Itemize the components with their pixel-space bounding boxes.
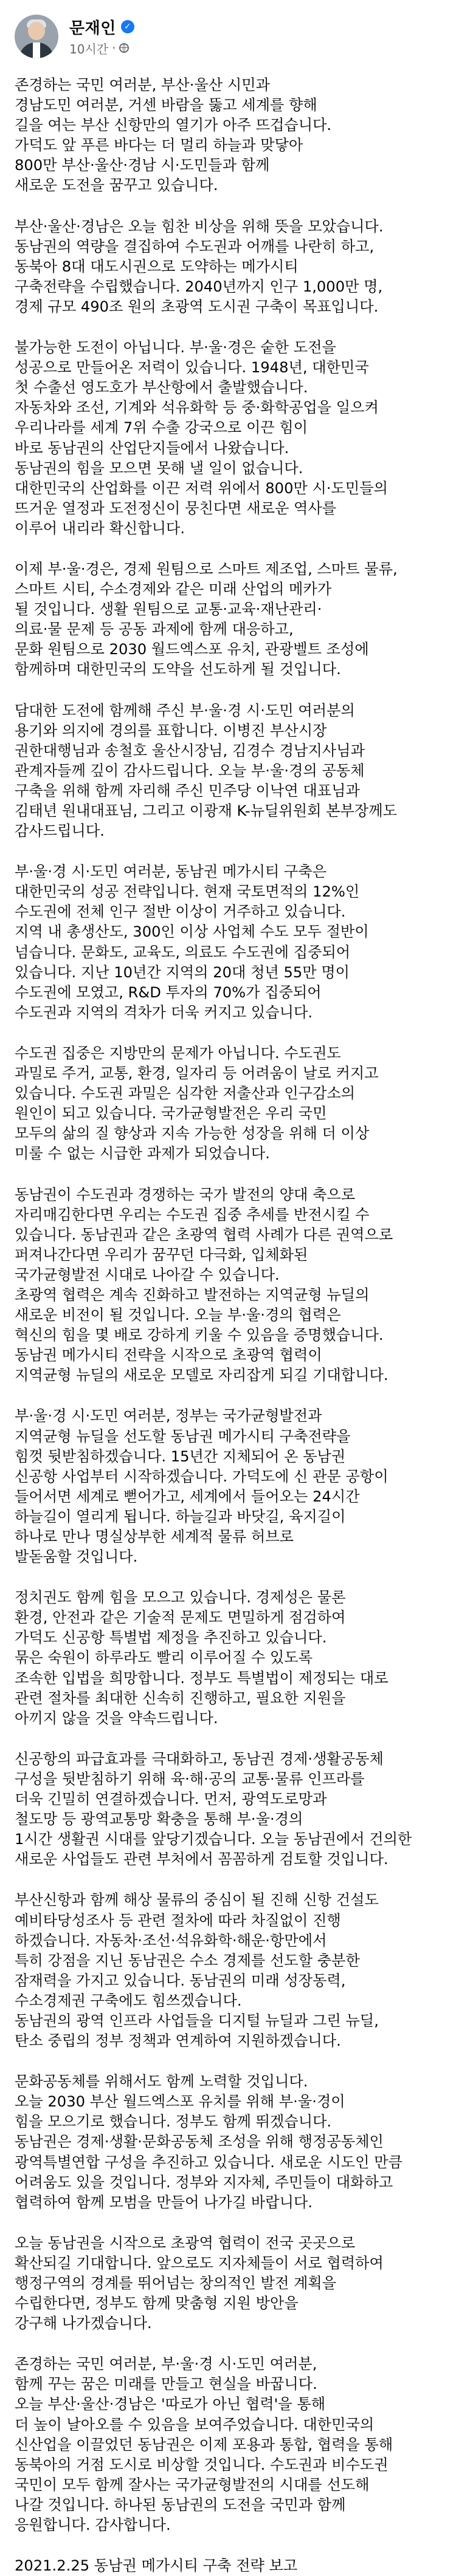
post-text-line: 조속한 입법을 희망합니다. 정부도 특별법이 제정되는 대로 <box>15 1669 389 1687</box>
post-text-line: 구축을 위해 함께 자리해 주신 민주당 이낙연 대표님과 <box>15 782 360 799</box>
post-text-line: 불가능한 도전이 아닙니다. 부·울·경은 숱한 도전을 <box>15 339 336 357</box>
post-text-line: 문화공동체를 위해서도 함께 노력할 것입니다. <box>15 2073 308 2091</box>
post-text-line: 묶은 숙원이 하루라도 빨리 이루어질 수 있도록 <box>15 1649 313 1667</box>
post-text-line: 모두의 삶의 질 향상과 지속 가능한 성장을 위해 더 이상 <box>15 1125 370 1143</box>
post-text-line: 과밀로 주거, 교통, 환경, 일자리 등 어려움이 날로 커지고 <box>15 1065 379 1082</box>
post-paragraph <box>15 1406 441 1567</box>
post-paragraph <box>15 2354 441 2535</box>
post-text-line: 문화 원팀으로 2030 월드엑스포 유치, 관광벨트 조성에 <box>15 641 369 658</box>
post-paragraph <box>15 701 441 842</box>
post-text-line: 오늘 부산·울산·경남은 '따로가 아닌 협력'을 통해 <box>15 2396 326 2413</box>
post-text-line: 힘을 모으기로 했습니다. 정부도 함께 뛰겠습니다. <box>15 2113 332 2131</box>
post-text-line: 가덕도 신공항 특별법 제정을 추진하고 있습니다. <box>15 1629 327 1647</box>
post-text-line: 스마트 시티, 수소경제와 같은 미래 산업의 메카가 <box>15 581 332 598</box>
verified-badge-icon: ✓ <box>121 20 134 33</box>
post-paragraph <box>15 75 441 196</box>
post-text-line: 지역균형 뉴딜을 선도할 동남권 메가시티 구축전략을 <box>15 1427 351 1445</box>
post-text-line: 경제 규모 490조 원의 초광역 도시권 구축이 목표입니다. <box>15 298 379 315</box>
post-text-line: 바로 동남권의 산업단지들에서 나왔습니다. <box>15 439 289 457</box>
post-text-line: 부·울·경 시·도민 여러분, 동남권 메가시티 구축은 <box>15 863 327 881</box>
post-text-line: 행정구역의 경계를 뛰어넘는 창의적인 발전 계획을 <box>15 2275 337 2292</box>
post-text-line: 더욱 긴밀히 연결하겠습니다. 먼저, 광역도로망과 <box>15 1791 327 1808</box>
post-text-line: 수도권과 지역의 격차가 더욱 커지고 있습니다. <box>15 1003 313 1021</box>
author-name[interactable]: 문재인 <box>69 19 116 38</box>
post-text-line: 수립한다면, 정부도 함께 맞춤형 지원 방안을 <box>15 2295 299 2312</box>
author-avatar[interactable] <box>15 15 58 58</box>
post-text-line: 첫 수출선 영도호가 부산항에서 출발했습니다. <box>15 379 308 397</box>
post-text-line: 정치권도 함께 힘을 모으고 있습니다. 경제성은 물론 <box>15 1589 346 1607</box>
post-text-line: 힘껏 뒷받침하겠습니다. 15년간 지체되어 온 동남권 <box>15 1447 346 1465</box>
post-text-line: 강구해 나가겠습니다. <box>15 2315 152 2332</box>
post-text-line: 함께 꾸는 꿈은 미래를 만들고 현실을 바꿉니다. <box>15 2376 317 2393</box>
post-header <box>15 11 441 62</box>
post-text-line: 길을 여는 부산 신항만의 열기가 아주 뜨겁습니다. <box>15 117 332 134</box>
post-text-line: 이루어 내리라 확신합니다. <box>15 519 185 537</box>
post-body <box>15 75 441 2576</box>
post-text-line: 대한민국의 성공 전략입니다. 현재 국토면적의 12%인 <box>15 883 360 901</box>
post-text-line: 특히 강점을 지닌 동남권은 수소 경제를 선도할 충분한 <box>15 1952 360 1969</box>
avatar-face <box>28 22 45 40</box>
post-text-line: 부산신항과 함께 해상 물류의 중심이 될 진해 신항 건설도 <box>15 1891 379 1909</box>
post-text-line: 원인이 되고 있습니다. 국가균형발전은 우리 국민 <box>15 1105 327 1122</box>
post-text-line: 응원합니다. 감사합니다. <box>15 2516 171 2534</box>
post-paragraph <box>15 1588 441 1729</box>
post-paragraph <box>15 217 441 317</box>
post-text-line: 담대한 도전에 함께해 주신 부·울·경 시·도민 여러분의 <box>15 702 355 719</box>
post-text-line: 신공항 사업부터 시작하겠습니다. 가덕도에 신 관문 공항이 <box>15 1467 389 1485</box>
post-text-line: 이제 부·울·경은, 경제 원팀으로 스마트 제조업, 스마트 물류, <box>15 560 398 578</box>
post-text-line: 하겠습니다. 자동차·조선·석유화학·해운·항만에서 <box>15 1932 327 1949</box>
post-text-line: 800만 부산·울산·경남 시·도민들과 함께 <box>15 157 270 174</box>
post-text-line: 경남도민 여러분, 거센 바람을 뚫고 세계를 향해 <box>15 97 317 114</box>
post-text-line: 동남권의 힘을 모으면 못해 낼 일이 없습니다. <box>15 459 303 477</box>
post-meta <box>69 16 134 56</box>
post-text-line: 동북아의 거점 도시로 비상할 것입니다. 수도권과 비수도권 <box>15 2456 389 2473</box>
post-text-line: 될 것입니다. 생활 원팀으로 교통·교육·재난관리· <box>15 601 322 618</box>
post-paragraph <box>15 2072 441 2213</box>
post-text-line: 김태년 원내대표님, 그리고 이광재 K-뉴딜위원회 본부장께도 <box>15 802 397 819</box>
post-text-line: 예비타당성조사 등 관련 절차에 따라 차질없이 진행 <box>15 1912 341 1929</box>
post-text-line: 수도권에 모였고, R&D 투자의 70%가 집중되어 <box>15 983 322 1001</box>
post-text-line: 들어서면 세계로 뻗어가고, 세계에서 들어오는 24시간 <box>15 1488 360 1505</box>
post-text-line: 구성을 뒷받침하기 위해 육·해·공의 교통·물류 인프라를 <box>15 1770 365 1788</box>
post-text-line: 아끼지 않을 것을 약속드립니다. <box>15 1709 218 1727</box>
post-paragraph <box>15 1890 441 2051</box>
post-text-line: 용기와 의지에 경의를 표합니다. 이병진 부산시장 <box>15 722 327 739</box>
post-text-line: 미룰 수 없는 시급한 과제가 되었습니다. <box>15 1145 270 1163</box>
post-text-line: 철도망 등 광역교통망 확충을 통해 부·울·경의 <box>15 1811 303 1828</box>
post-text-line: 국민이 모두 함께 잘사는 국가균형발전의 시대를 선도해 <box>15 2476 370 2493</box>
post-text-line: 2021.2.25 동남권 메가시티 구축 전략 보고 <box>15 2557 298 2575</box>
globe-icon[interactable] <box>119 43 129 53</box>
post-timestamp[interactable]: 10시간 <box>69 41 109 56</box>
post-text-line: 수소경제권 구축에도 힘쓰겠습니다. <box>15 1992 242 2009</box>
post-text-line: 감사드립니다. <box>15 822 105 840</box>
post-text-line: 더 높이 날아오를 수 있음을 보여주었습니다. 대한민국의 <box>15 2416 375 2433</box>
post-subline <box>69 39 134 56</box>
post-text-line: 1시간 생활권 시대를 앞당기겠습니다. 오늘 동남권에서 건의한 <box>15 1831 412 1848</box>
post-text-line: 오늘 2030 부산 월드엑스포 유치를 위해 부·울·경이 <box>15 2093 345 2111</box>
post-paragraph <box>15 1044 441 1164</box>
post-text-line: 나갈 것입니다. 하나된 동남권의 도전을 국민과 함께 <box>15 2496 346 2513</box>
post-text-line: 국가균형발전 시대로 나아갈 수 있습니다. <box>15 1266 280 1283</box>
post-text-line: 부산·울산·경남은 오늘 힘찬 비상을 위해 뜻을 모았습니다. <box>15 217 384 235</box>
post-text-line: 지역균형 뉴딜의 새로운 모델로 자리잡게 되길 기대합니다. <box>15 1367 389 1384</box>
post-text-line: 신공항의 파급효과를 극대화하고, 동남권 경제·생활공동체 <box>15 1750 384 1768</box>
post-text-line: 지역 내 총생산도, 300인 이상 사업체 수도 모두 절반이 <box>15 923 369 941</box>
post-text-line: 수도권에 전체 인구 절반 이상이 거주하고 있습니다. <box>15 903 346 921</box>
post-text-line: 자동차와 조선, 기계와 석유화학 등 중·화학공업을 일으켜 <box>15 399 379 417</box>
post-paragraph <box>15 1185 441 1386</box>
post-paragraph <box>15 338 441 539</box>
post-text-line: 존경하는 국민 여러분, 부산·울산 시민과 <box>15 77 270 94</box>
post-text-line: 있습니다. 수도권 과밀은 심각한 저출산과 인구감소의 <box>15 1085 356 1102</box>
post-text-line: 권한대행님과 송철호 울산시장님, 김경수 경남지사님과 <box>15 742 365 759</box>
post-text-line: 성공으로 만들어온 저력이 있습니다. 1948년, 대한민국 <box>15 359 369 377</box>
post-paragraph <box>15 862 441 1023</box>
post-text-line: 협력하여 함께 모범을 만들어 나가길 바랍니다. <box>15 2193 313 2211</box>
post-text-line: 동남권의 광역 인프라 사업들을 디지털 뉴딜과 그린 뉴딜, <box>15 2012 379 2029</box>
post-text-line: 새로운 도전을 꿈꾸고 있습니다. <box>15 177 218 194</box>
author-name-row <box>69 16 134 37</box>
post-text-line: 광역특별연합 구성을 추진하고 있습니다. 새로운 시도인 만큼 <box>15 2153 402 2171</box>
post-text-line: 하늘길이 열리게 됩니다. 하늘길과 바닷길, 육지길이 <box>15 1508 346 1525</box>
post-text-line: 자리매김한다면 우리는 수도권 집중 추세를 반전시킬 수 <box>15 1206 370 1223</box>
post-text-line: 동남권 메가시티 전략을 시작으로 초광역 협력이 <box>15 1347 322 1364</box>
post-text-line: 퍼져나간다면 우리가 꿈꾸던 다극화, 입체화된 <box>15 1246 308 1263</box>
post-text-line: 구축전략을 수립했습니다. 2040년까지 인구 1,000만 명, <box>15 278 383 295</box>
post-text-line: 확산되길 기대합니다. 앞으로도 지자체들이 서로 협력하여 <box>15 2254 384 2272</box>
post-text-line: 존경하는 국민 여러분, 부·울·경 시·도민 여러분, <box>15 2356 317 2373</box>
post-text-line: 가덕도 앞 푸른 바다는 더 멀리 하늘과 맞닿아 <box>15 137 303 154</box>
post-paragraph <box>15 559 441 680</box>
post-text-line: 초광역 협력은 계속 진화하고 발전하는 지역균형 뉴딜의 <box>15 1286 370 1303</box>
post-text-line: 새로운 사업들도 관련 부처에서 꼼꼼하게 검토할 것입니다. <box>15 1851 389 1868</box>
post-text-line: 잠재력을 가지고 있습니다. 동남권의 미래 성장동력, <box>15 1972 346 1989</box>
post-text-line: 넘습니다. 문화도, 교육도, 의료도 수도권에 집중되어 <box>15 943 351 961</box>
post-text-line: 의료·물 문제 등 공동 과제에 함께 대응하고, <box>15 621 294 638</box>
post-text-line: 우리나라를 세계 7위 수출 강국으로 이끈 힘이 <box>15 419 308 437</box>
post-text-line: 혁신의 힘을 몇 배로 강하게 키울 수 있음을 증명했습니다. <box>15 1327 384 1344</box>
post-text-line: 대한민국의 산업화를 이끈 저력 위에서 800만 시·도민들의 <box>15 479 389 497</box>
avatar-shirt <box>33 43 40 58</box>
post-text-line: 함께하며 대한민국의 도약을 선도하게 될 것입니다. <box>15 661 341 678</box>
post-text-line: 신산업을 이끌었던 동남권은 이제 포용과 통합, 협력을 통해 <box>15 2436 393 2453</box>
post-text-line: 있습니다. 지난 10년간 지역의 20대 청년 55만 명이 <box>15 963 350 981</box>
post-text-line: 동남권이 수도권과 경쟁하는 국가 발전의 양대 축으로 <box>15 1186 356 1203</box>
separator-dot: · <box>112 41 116 55</box>
post-paragraph <box>15 2556 441 2576</box>
post-text-line: 어려움도 있을 것입니다. 정부와 지자체, 주민들이 대화하고 <box>15 2173 393 2191</box>
post-text-line: 환경, 안전과 같은 기술적 문제도 면밀하게 점검하여 <box>15 1609 346 1627</box>
post-text-line: 발돋움할 것입니다. <box>15 1548 138 1566</box>
post-paragraph <box>15 2233 441 2334</box>
post-text-line: 동남권의 역량을 결집하여 수도권과 어깨를 나란히 하고, <box>15 237 375 255</box>
post-paragraph <box>15 1749 441 1870</box>
post-text-line: 하나로 만나 명실상부한 세계적 물류 허브로 <box>15 1528 294 1545</box>
post-text-line: 오늘 동남권을 시작으로 초광역 협력이 전국 곳곳으로 <box>15 2234 356 2252</box>
post-text-line: 있습니다. 동남권과 같은 초광역 협력 사례가 다른 권역으로 <box>15 1226 393 1243</box>
post-text-line: 관계자들께 깊이 감사드립니다. 오늘 부·울·경의 공동체 <box>15 762 365 779</box>
post-text-line: 수도권 집중은 지방만의 문제가 아닙니다. 수도권도 <box>15 1044 341 1062</box>
post-text-line: 부·울·경 시·도민 여러분, 정부는 국가균형발전과 <box>15 1407 322 1425</box>
post-text-line: 새로운 비전이 될 것입니다. 오늘 부·울·경의 협력은 <box>15 1307 341 1324</box>
post-text-line: 동남권은 경제·생활·문화공동체 조성을 위해 행정공동체인 <box>15 2133 384 2151</box>
post-text-line: 동북아 8대 대도시권으로 도약하는 메가시티 <box>15 258 299 275</box>
post-text-line: 탄소 중립의 정부 정책과 연계하여 지원하겠습니다. <box>15 2032 341 2050</box>
post-text-line: 뜨거운 열정과 도전정신이 뭉친다면 새로운 역사를 <box>15 499 337 517</box>
post-text-line: 관련 절차를 최대한 신속히 진행하고, 필요한 지원을 <box>15 1689 346 1707</box>
